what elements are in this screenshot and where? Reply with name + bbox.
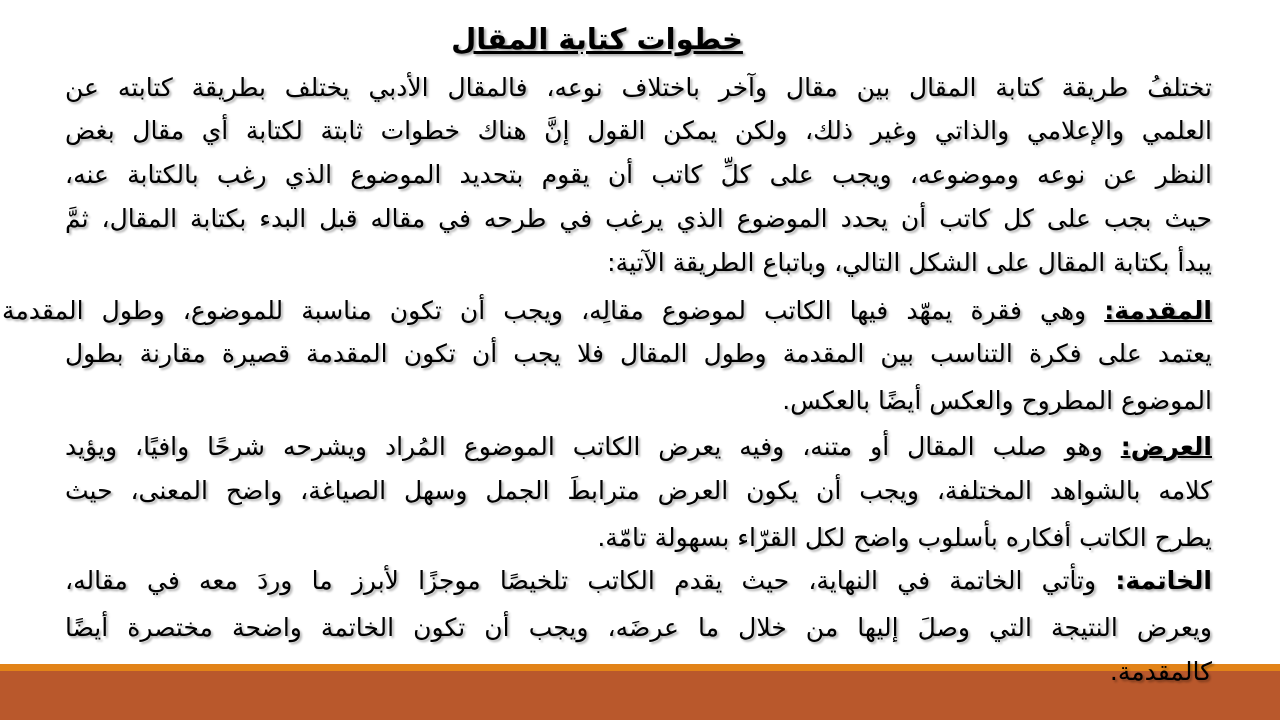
section-label-conclusion: الخاتمة: (1115, 566, 1212, 595)
section-label-body: العرض: (1120, 432, 1212, 461)
footer-accent-line (0, 664, 1280, 671)
section-introduction-first-line (2, 291, 1212, 331)
intro-line: تختلفُ طريقة كتابة المقال بين مقال وآخر باختلاف نوعه، فالمقال الأدبي يختلف بطريقة كتابته عن (65, 73, 1212, 102)
section-text: وتأتي الخاتمة في النهاية، حيث يقدم الكاتب تلخيصًا موجزًا لأبرز ما وردَ معه في مقاله، (65, 566, 1116, 595)
section-line: الموضوع المطروح والعكس أيضًا بالعكس. (782, 386, 1212, 415)
section-line: يعتمد على فكرة التناسب بين المقدمة وطول المقال فلا يجب أن تكون المقدمة قصيرة مقارنة بطول (65, 339, 1212, 368)
section-line: يطرح الكاتب أفكاره بأسلوب واضح لكل القرّاء بسهولة تامّة. (597, 523, 1212, 552)
footer-band (0, 671, 1280, 720)
section-text: وهي فقرة يمهّد فيها الكاتب لموضوع مقالِه، ويجب أن تكون مناسبة للموضوع، وطول المقدمة (2, 296, 1105, 325)
section-body-first-line (65, 427, 1212, 467)
section-label-introduction: المقدمة: (1104, 296, 1212, 325)
slide-title: خطوات كتابة المقال (451, 22, 743, 56)
intro-line: النظر عن نوعه وموضوعه، ويجب على كلِّ كاتب أن يقوم بتحديد الموضوع الذي رغب بالكتابة عنه، (65, 160, 1212, 189)
intro-line: حيث بجب على كل كاتب أن يحدد الموضوع الذي يرغب في طرحه في مقاله قبل البدء بكتابة المقال، ثمَّ (65, 204, 1212, 233)
section-line: ويعرض النتيجة التي وصلَ إليها من خلال ما عرضَه، ويجب أن تكون الخاتمة واضحة مختصرة أيضًا (65, 613, 1212, 642)
section-line: كالمقدمة. (1109, 657, 1212, 686)
section-text: وهو صلب المقال أو متنه، وفيه يعرض الكاتب الموضوع المُراد ويشرحه شرحًا وافيًا، ويؤيد (65, 432, 1121, 461)
intro-line: العلمي والإعلامي والذاتي وغير ذلك، ولكن يمكن القول إنَّ هناك خطوات ثابتة لكتابة أي مقال بغض (65, 116, 1212, 145)
section-conclusion-first-line (65, 561, 1212, 601)
section-line: كلامه بالشواهد المختلفة، ويجب أن يكون العرض مترابطَ الجمل وسهل الصياغة، واضح المعنى، حيث (65, 476, 1212, 505)
intro-line: يبدأ بكتابة المقال على الشكل التالي، وباتباع الطريقة الآتية: (607, 248, 1212, 277)
